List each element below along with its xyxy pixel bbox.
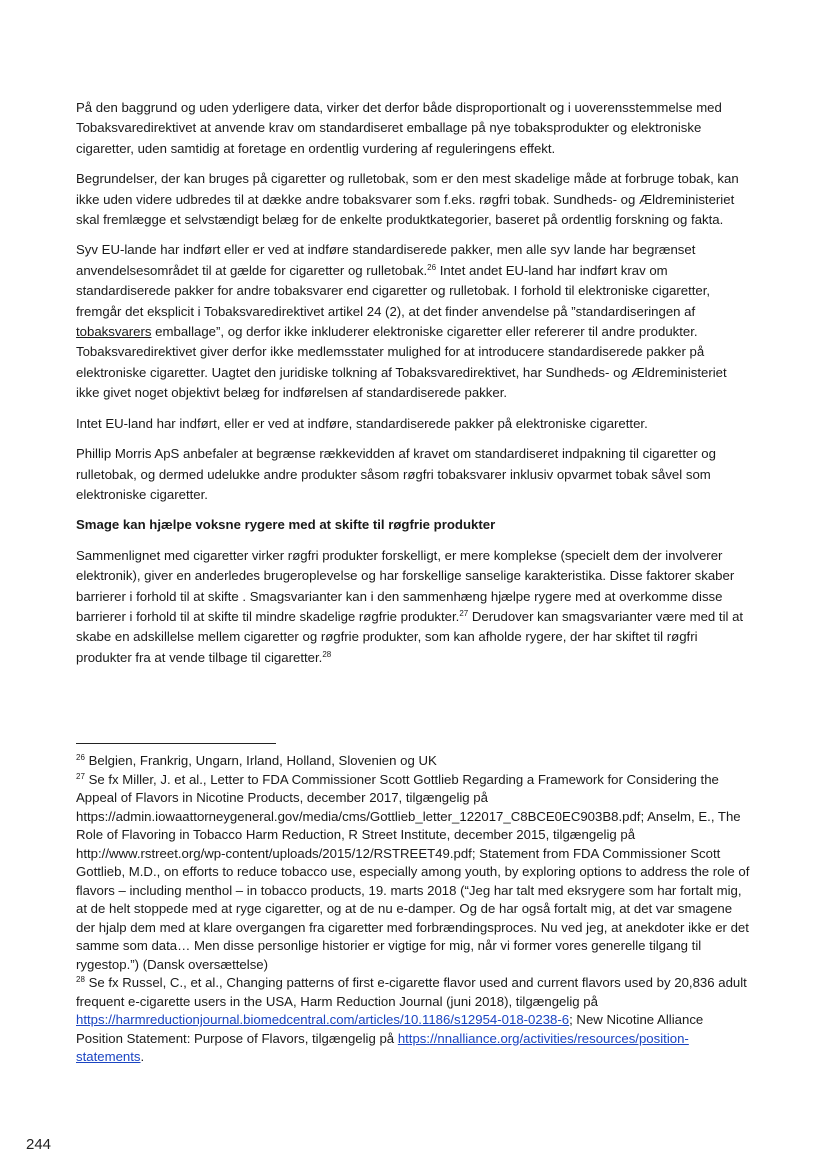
footnotes [76,752,752,1067]
footnote-reference[interactable]: 26 [427,262,437,272]
document-body [76,98,752,678]
paragraph: Phillip Morris ApS anbefaler at begrænse rækkevidden af kravet om standardiseret indpakning til cigaretter og rulletobak, og dermed udelukke andre produkter såsom røgfri tobaksvarer inklusiv opvarmet tobak såvel som elektroniske cigaretter. [76,446,716,502]
paragraph: Begrundelser, der kan bruges på cigaretter og rulletobak, som er den mest skadelige måde at forbruge tobak, kan ikke uden videre udbredes til at dække andre tobaksvarer som f.eks. røgfri tobak. Sundheds- og Ældreministeriet skal fremlægge et selvstændigt belæg for de enkelte produktkategorier, baseret på ordentlig forskning og fakta. [76,171,739,228]
footnote-28: $^{28}$ Se fx Russel, C., et al., Changing patterns of first e-cigarette flavor used and current flavors used by 20,836 adult frequent e-cigarette users in the USA, Harm Reduction Journal (juni 2018), tilgængelig på https://harmreductionjournal.biomedcentral.com/articles/10.1186/s12954-018-0238-6; New Nicotine Alliance Position Statement: Purpose of Flavors, tilgængelig på https://nnalliance.org/activities/resources/position-statements. [76,975,747,1064]
footnote-27: $^{27}$ Se fx Miller, J. et al., Letter to FDA Commissioner Scott Gottlieb Regarding a Framework for Considering the Appeal of Flavors in Nicotine Products, december 2017, tilgængelig på https://admin.iowaattorneygeneral.gov/media/cms/Gottlieb_letter_122017_C8BCE0EC903B8.pdf; Anselm, E., The Role of Flavoring in Tobacco Harm Reduction, R Street Institute, december 2015, tilgængelig på http://www.rstreet.org/wp-content/uploads/2015/12/RSTREET49.pdf; Statement from FDA Commissioner Scott Gottlieb, M.D., on efforts to reduce tobacco use, especially among youth, by exploring options to address the role of flavors – including menthol – in tobacco products, 19. marts 2018 (“Jeg har talt med eksrygere som har fortalt mig, at de helt stoppede med at ryge cigaretter, og at de nu e-damper. Og de har også fortalt mig, at det var smagene der hjalp dem med at klare overgangen fra cigaretter med forbrændingsproces. Nu ved jeg, at anekdoter ikke er det samme som data… Men disse personlige historier er vigtige for mig, når vi former vores generelle tilgang til rygestop.”) (Dansk oversættelse) [76,771,750,972]
section-heading: Smage kan hjælpe voksne rygere med at skifte til røgfrie produkter [76,517,496,533]
nnalliance-link[interactable]: https://nnalliance.org/activities/resources/position-statements [76,1030,689,1064]
paragraph: På den baggrund og uden yderligere data, virker det derfor både disproportionalt og i uoverensstemmelse med Tobaksvaredirektivet at anvende krav om standardiseret emballage på nye tobaksprodukter og elektroniske cigaretter, uden samtidig at foretage en ordentlig vurdering af reguleringens effekt. [76,100,722,156]
paragraph: Intet EU-land har indført, eller er ved at indføre, standardiserede pakker på elektroniske cigaretter. [76,415,648,431]
harm-reduction-journal-link[interactable]: https://harmreductionjournal.biomedcentral.com/articles/10.1186/s12954-018-0238-6 [76,1012,570,1027]
paragraph: Sammenlignet med cigaretter virker røgfri produkter forskelligt, er mere komplekse (specielt dem der involverer elektronik), giver en anderledes brugeroplevelse og har forskellige sanselige karakteristika. Disse faktorer skaber barrierer i forhold til at skifte . Smagsvarianter kan i den sammenhæng hjælpe rygere med at overkomme disse barrierer i forhold til at skifte til mindre skadelige røgfrie produkter.$^{27}$ Derudover kan smagsvarianter være med til at skabe en adskillelse mellem cigaretter og røgfrie produkter, som kan afholde rygere, der har skiftet til røgfri produkter fra at vende tilbage til cigaretter.$^{28}$ [76,547,744,665]
footnote-26: $^{26}$ Belgien, Frankrig, Ungarn, Irland, Holland, Slovenien og UK [76,753,437,768]
page-number: 244 [26,1136,52,1153]
underlined-term: tobaksvarers [76,324,152,340]
footnote-separator [76,743,276,744]
footnote-reference[interactable]: 28 [322,649,332,659]
paragraph: Syv EU-lande har indført eller er ved at indføre standardiserede pakker, men alle syv lande har begrænset anvendelsesområdet til at gælde for cigaretter og rulletobak.$^{26}$ Intet andet EU-land har indført krav om standardiserede pakker for andre tobaksvarer end cigaretter og rulletobak. I forhold til elektroniske cigaretter, fremgår det eksplicit i Tobaksvaredirektivet artikel 24 (2), at det finder anvendelse på ”standardiseringen af tobaksvarers emballage”, og derfor ikke inkluderer elektroniske cigaretter eller refererer til andre produkter. Tobaksvaredirektivet giver derfor ikke medlemsstater mulighed for at introducere standardiserede pakker på elektroniske cigaretter. Uagtet den juridiske tolkning af Tobaksvaredirektivet, har Sundheds- og Ældreministeriet ikke givet noget objektivt belæg for indførelsen af standardiserede pakker. [76,242,727,401]
footnote-reference[interactable]: 27 [459,608,469,618]
